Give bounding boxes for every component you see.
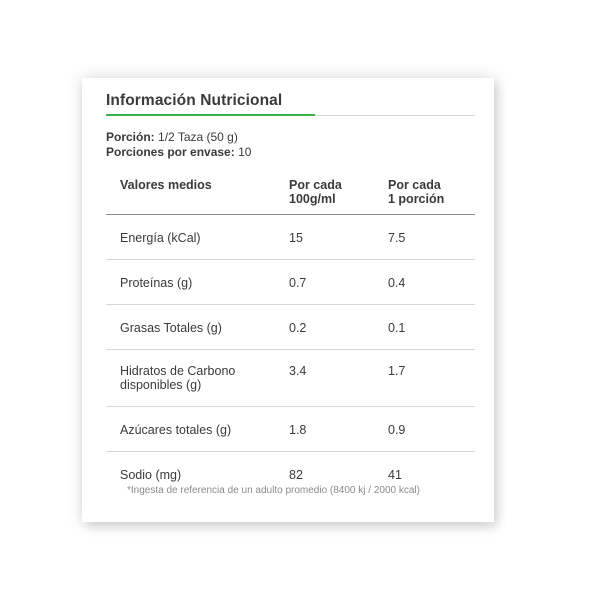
table-row — [106, 215, 475, 260]
nutrient-name-line1: Hidratos de Carbono — [120, 364, 236, 378]
value-per-100: 0.7 — [289, 276, 307, 290]
nutrition-info-panel — [82, 78, 494, 522]
serving-size-label: Porción: — [106, 130, 155, 144]
reference-intake-footnote: *Ingesta de referencia de un adulto promedio (8400 kj / 2000 kcal) — [127, 485, 420, 496]
title-accent-underline — [106, 114, 315, 116]
header-per-portion-line1: Por cada — [388, 178, 441, 192]
value-per-100: 1.8 — [289, 423, 307, 437]
servings-per-container — [106, 145, 251, 159]
value-per-portion: 1.7 — [388, 364, 406, 378]
value-per-100: 3.4 — [289, 364, 307, 378]
nutrient-name — [120, 364, 280, 392]
value-per-portion: 0.1 — [388, 321, 406, 335]
value-per-portion: 0.9 — [388, 423, 406, 437]
value-per-100: 82 — [289, 468, 303, 482]
serving-size-value: 1/2 Taza (50 g) — [158, 130, 238, 144]
nutrient-name: Grasas Totales (g) — [120, 321, 222, 335]
table-row — [106, 350, 475, 407]
nutrient-name: Proteínas (g) — [120, 276, 193, 290]
header-per-100-line2: 100g/ml — [289, 192, 336, 206]
nutrient-name-line2: disponibles (g) — [120, 378, 202, 392]
table-header — [106, 172, 475, 215]
value-per-100: 15 — [289, 231, 303, 245]
table-row — [106, 407, 475, 452]
header-average-values: Valores medios — [120, 178, 212, 192]
table-row — [106, 305, 475, 350]
nutrient-name: Sodio (mg) — [120, 468, 182, 482]
value-per-100: 0.2 — [289, 321, 307, 335]
panel-title: Información Nutricional — [106, 92, 283, 109]
servings-per-container-value: 10 — [238, 145, 252, 159]
nutrition-table — [106, 172, 475, 496]
nutrient-name: Energía (kCal) — [120, 231, 201, 245]
header-per-portion — [388, 178, 478, 206]
table-row — [106, 260, 475, 305]
serving-size — [106, 130, 238, 144]
value-per-portion: 7.5 — [388, 231, 406, 245]
servings-per-container-label: Porciones por envase: — [106, 145, 235, 159]
nutrient-name: Azúcares totales (g) — [120, 423, 232, 437]
value-per-portion: 0.4 — [388, 276, 406, 290]
header-per-100-line1: Por cada — [289, 178, 342, 192]
value-per-portion: 41 — [388, 468, 402, 482]
header-per-portion-line2: 1 porción — [388, 192, 445, 206]
header-per-100 — [289, 178, 379, 206]
